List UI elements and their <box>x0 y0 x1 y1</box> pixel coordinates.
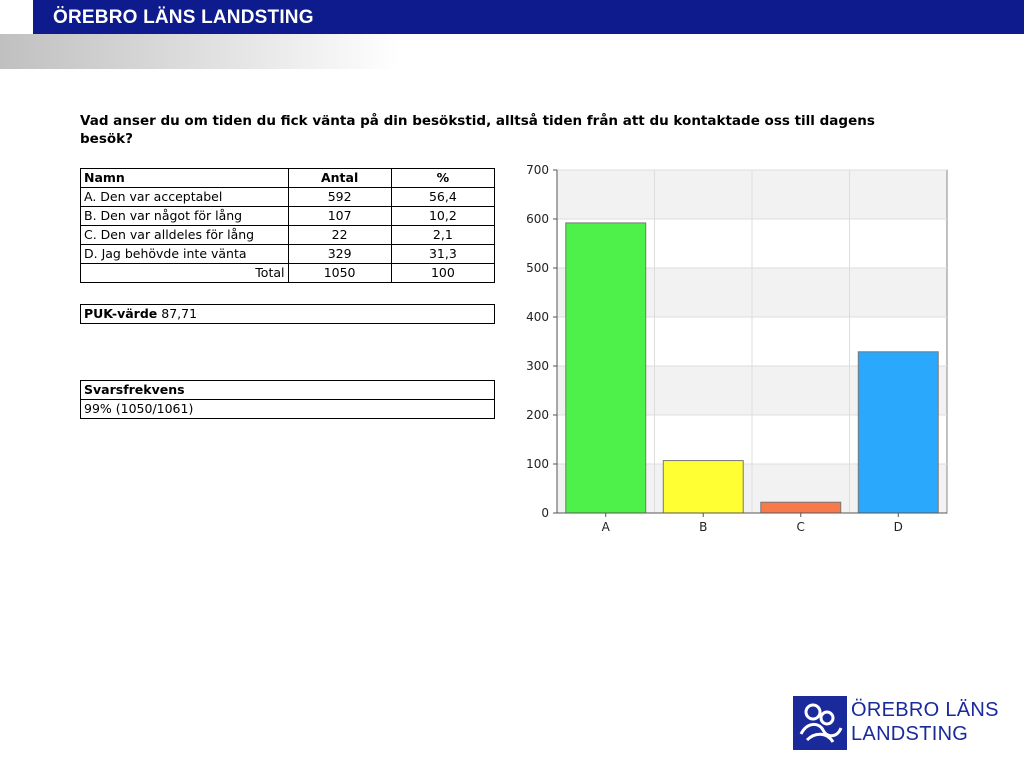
header-percent: % <box>391 169 494 188</box>
row-name: C. Den var alldeles för lång <box>81 226 289 245</box>
row-percent: 2,1 <box>391 226 494 245</box>
table-row <box>81 245 495 264</box>
y-tick-label: 400 <box>526 310 549 324</box>
row-percent: 31,3 <box>391 245 494 264</box>
y-tick-label: 300 <box>526 359 549 373</box>
row-name: B. Den var något för lång <box>81 207 289 226</box>
logo-line-2: LANDSTING <box>851 723 969 745</box>
puk-table <box>80 304 495 324</box>
bar-chart <box>510 160 960 540</box>
total-label: Total <box>81 264 289 283</box>
row-count: 107 <box>288 207 391 226</box>
table-header-row <box>81 169 495 188</box>
response-rate-table <box>80 380 495 419</box>
x-tick-label: C <box>796 520 805 534</box>
y-tick-label: 500 <box>526 261 549 275</box>
y-tick-label: 0 <box>541 506 549 520</box>
header-name: Namn <box>81 169 289 188</box>
y-tick-label: 100 <box>526 457 549 471</box>
table-total-row <box>81 264 495 283</box>
puk-cell <box>81 305 495 324</box>
results-table <box>80 168 495 283</box>
header-title: ÖREBRO LÄNS LANDSTING <box>53 7 314 28</box>
row-count: 329 <box>288 245 391 264</box>
y-tick-label: 700 <box>526 163 549 177</box>
x-tick-label: D <box>893 520 903 534</box>
header-count: Antal <box>288 169 391 188</box>
response-rate-value: 99% (1050/1061) <box>81 400 495 419</box>
row-percent: 56,4 <box>391 188 494 207</box>
table-row <box>81 207 495 226</box>
row-name: D. Jag behövde inte vänta <box>81 245 289 264</box>
row-name: A. Den var acceptabel <box>81 188 289 207</box>
bar-A <box>566 223 646 513</box>
row-percent: 10,2 <box>391 207 494 226</box>
total-count: 1050 <box>288 264 391 283</box>
table-row <box>81 226 495 245</box>
row-count: 592 <box>288 188 391 207</box>
logo <box>793 696 1013 754</box>
logo-emblem <box>793 696 847 750</box>
bar-B <box>663 461 743 513</box>
y-tick-label: 600 <box>526 212 549 226</box>
puk-value: 87,71 <box>161 306 198 321</box>
bar-C <box>761 502 841 513</box>
bar-chart-svg <box>510 160 960 540</box>
bar-D <box>858 352 938 513</box>
logo-text <box>851 698 999 746</box>
puk-label: PUK-värde <box>84 306 158 321</box>
row-count: 22 <box>288 226 391 245</box>
y-tick-label: 200 <box>526 408 549 422</box>
logo-line-1: ÖREBRO LÄNS <box>851 699 999 721</box>
total-percent: 100 <box>391 264 494 283</box>
question-text: Vad anser du om tiden du fick vänta på din besökstid, alltså tiden från att du kontaktade oss till dagens besök? <box>80 113 875 147</box>
header-gradient-strip <box>0 34 400 69</box>
x-tick-label: A <box>601 520 610 534</box>
x-tick-label: B <box>699 520 708 534</box>
response-rate-label: Svarsfrekvens <box>81 381 495 400</box>
table-row <box>81 188 495 207</box>
header-bar <box>33 0 1024 34</box>
